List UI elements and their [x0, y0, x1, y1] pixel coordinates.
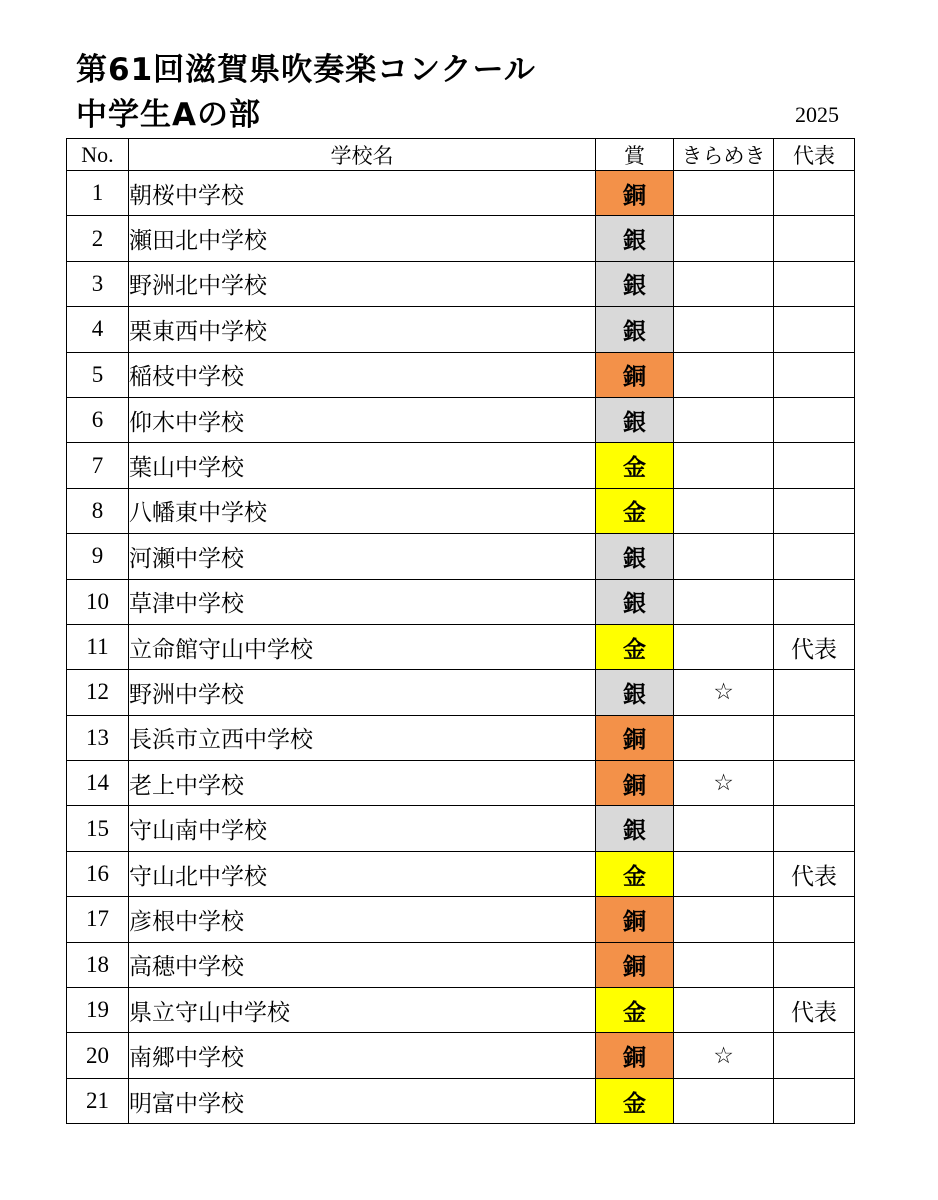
- row-number: 14: [67, 761, 129, 806]
- kirameki-mark: [674, 988, 774, 1033]
- prize-badge: 金: [596, 488, 674, 533]
- representative-mark: 代表: [774, 851, 855, 896]
- kirameki-mark: [674, 715, 774, 760]
- table-row: [67, 261, 855, 306]
- table-row: [67, 488, 855, 533]
- table-row: [67, 1033, 855, 1078]
- table-row: [67, 806, 855, 851]
- school-name: 守山北中学校: [129, 851, 596, 896]
- row-number: 20: [67, 1033, 129, 1078]
- row-number: 15: [67, 806, 129, 851]
- prize-badge: 銅: [596, 761, 674, 806]
- school-name: 稲枝中学校: [129, 352, 596, 397]
- header-representative: 代表: [774, 139, 855, 171]
- prize-badge: 銀: [596, 806, 674, 851]
- header-school: 学校名: [129, 139, 596, 171]
- prize-badge: 金: [596, 851, 674, 896]
- results-body: [67, 171, 855, 1124]
- representative-mark: 代表: [774, 988, 855, 1033]
- school-name: 栗東西中学校: [129, 307, 596, 352]
- page-title: 第61回滋賀県吹奏楽コンクール: [76, 52, 536, 88]
- prize-badge: 銀: [596, 579, 674, 624]
- school-name: 野洲中学校: [129, 670, 596, 715]
- prize-badge: 銀: [596, 397, 674, 442]
- row-number: 6: [67, 397, 129, 442]
- row-number: 8: [67, 488, 129, 533]
- kirameki-mark: [674, 942, 774, 987]
- prize-badge: 銅: [596, 171, 674, 216]
- school-name: 長浜市立西中学校: [129, 715, 596, 760]
- school-name: 南郷中学校: [129, 1033, 596, 1078]
- prize-badge: 金: [596, 624, 674, 669]
- prize-badge: 銅: [596, 1033, 674, 1078]
- school-name: 仰木中学校: [129, 397, 596, 442]
- school-name: 高穂中学校: [129, 942, 596, 987]
- division-subtitle: 中学生Aの部: [76, 97, 261, 133]
- school-name: 葉山中学校: [129, 443, 596, 488]
- kirameki-mark: [674, 307, 774, 352]
- prize-badge: 銀: [596, 216, 674, 261]
- school-name: 老上中学校: [129, 761, 596, 806]
- kirameki-mark: [674, 261, 774, 306]
- prize-badge: 銅: [596, 352, 674, 397]
- representative-mark: [774, 534, 855, 579]
- table-row: [67, 761, 855, 806]
- representative-mark: [774, 488, 855, 533]
- representative-mark: [774, 715, 855, 760]
- school-name: 野洲北中学校: [129, 261, 596, 306]
- table-row: [67, 397, 855, 442]
- table-row: [67, 1078, 855, 1123]
- kirameki-mark: [674, 806, 774, 851]
- kirameki-mark: [674, 171, 774, 216]
- kirameki-mark: [674, 579, 774, 624]
- row-number: 18: [67, 942, 129, 987]
- representative-mark: [774, 1033, 855, 1078]
- prize-badge: 銅: [596, 715, 674, 760]
- header-kirameki: きらめき: [674, 139, 774, 171]
- prize-badge: 銀: [596, 261, 674, 306]
- row-number: 1: [67, 171, 129, 216]
- representative-mark: [774, 897, 855, 942]
- table-row: [67, 897, 855, 942]
- kirameki-mark: [674, 488, 774, 533]
- kirameki-mark: ☆: [674, 761, 774, 806]
- prize-badge: 銀: [596, 307, 674, 352]
- kirameki-mark: [674, 352, 774, 397]
- kirameki-mark: [674, 1078, 774, 1123]
- table-row: [67, 670, 855, 715]
- representative-mark: [774, 261, 855, 306]
- kirameki-mark: [674, 534, 774, 579]
- header-row: [67, 139, 855, 171]
- row-number: 3: [67, 261, 129, 306]
- row-number: 12: [67, 670, 129, 715]
- representative-mark: [774, 171, 855, 216]
- kirameki-mark: [674, 897, 774, 942]
- row-number: 10: [67, 579, 129, 624]
- school-name: 明富中学校: [129, 1078, 596, 1123]
- row-number: 13: [67, 715, 129, 760]
- row-number: 17: [67, 897, 129, 942]
- kirameki-mark: [674, 443, 774, 488]
- row-number: 21: [67, 1078, 129, 1123]
- school-name: 県立守山中学校: [129, 988, 596, 1033]
- table-row: [67, 624, 855, 669]
- representative-mark: [774, 579, 855, 624]
- prize-badge: 銅: [596, 897, 674, 942]
- kirameki-mark: [674, 397, 774, 442]
- school-name: 瀬田北中学校: [129, 216, 596, 261]
- representative-mark: [774, 443, 855, 488]
- representative-mark: [774, 942, 855, 987]
- row-number: 2: [67, 216, 129, 261]
- representative-mark: [774, 307, 855, 352]
- school-name: 立命館守山中学校: [129, 624, 596, 669]
- prize-badge: 銅: [596, 942, 674, 987]
- representative-mark: [774, 806, 855, 851]
- representative-mark: [774, 397, 855, 442]
- table-row: [67, 352, 855, 397]
- prize-badge: 銀: [596, 670, 674, 715]
- table-row: [67, 307, 855, 352]
- row-number: 4: [67, 307, 129, 352]
- header-prize: 賞: [596, 139, 674, 171]
- representative-mark: 代表: [774, 624, 855, 669]
- row-number: 7: [67, 443, 129, 488]
- year-label: 2025: [795, 102, 839, 127]
- prize-badge: 金: [596, 443, 674, 488]
- representative-mark: [774, 761, 855, 806]
- prize-badge: 金: [596, 1078, 674, 1123]
- table-row: [67, 443, 855, 488]
- kirameki-mark: ☆: [674, 1033, 774, 1078]
- table-row: [67, 216, 855, 261]
- row-number: 5: [67, 352, 129, 397]
- row-number: 19: [67, 988, 129, 1033]
- representative-mark: [774, 216, 855, 261]
- school-name: 朝桜中学校: [129, 171, 596, 216]
- representative-mark: [774, 1078, 855, 1123]
- representative-mark: [774, 352, 855, 397]
- table-row: [67, 851, 855, 896]
- prize-badge: 銀: [596, 534, 674, 579]
- school-name: 八幡東中学校: [129, 488, 596, 533]
- kirameki-mark: [674, 851, 774, 896]
- school-name: 守山南中学校: [129, 806, 596, 851]
- row-number: 9: [67, 534, 129, 579]
- school-name: 彦根中学校: [129, 897, 596, 942]
- kirameki-mark: [674, 624, 774, 669]
- representative-mark: [774, 670, 855, 715]
- school-name: 河瀬中学校: [129, 534, 596, 579]
- table-row: [67, 171, 855, 216]
- kirameki-mark: ☆: [674, 670, 774, 715]
- row-number: 11: [67, 624, 129, 669]
- table-row: [67, 942, 855, 987]
- table-row: [67, 988, 855, 1033]
- table-row: [67, 534, 855, 579]
- row-number: 16: [67, 851, 129, 896]
- header-no: No.: [67, 139, 129, 171]
- prize-badge: 金: [596, 988, 674, 1033]
- school-name: 草津中学校: [129, 579, 596, 624]
- results-table: [66, 138, 855, 1124]
- table-row: [67, 579, 855, 624]
- table-row: [67, 715, 855, 760]
- kirameki-mark: [674, 216, 774, 261]
